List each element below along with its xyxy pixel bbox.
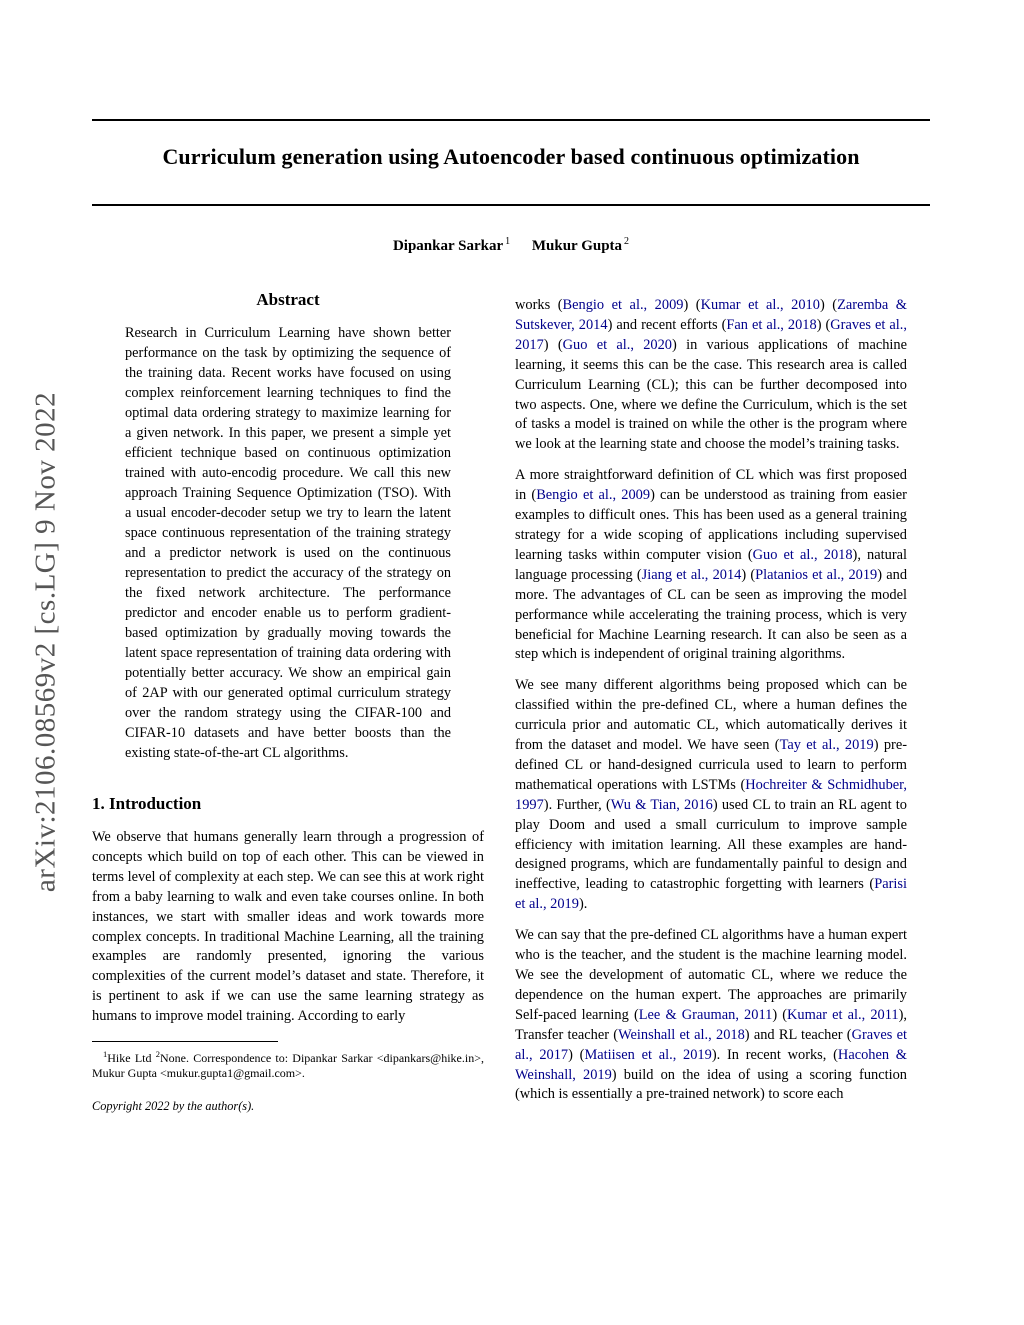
paragraph: We see many different algorithms being proposed which can be classified within the pre-defined CL, where a human defines the curricula prior and automatic CL, which automatically derives it from the dataset and model. We have seen (Tay et al., 2019) pre-defined CL or hand-designed curricula used to learn to perform mathematical operations with LSTMs (Hochreiter & Schmidhuber, 1997). Further, (Wu & Tian, 2016) used CL to train an RL agent to play Doom and used a small curriculum to improve sample efficiency with imitation learning. All these examples are hand-designed programs, which are fundamentally painful to design and ineffective, leading to catastrophic forgetting with learners (Parisi et al., 2019).: [515, 677, 907, 913]
citation-link[interactable]: Matiisen et al., 2019: [584, 1046, 712, 1063]
footnote-rule: [92, 1041, 278, 1042]
citation-link[interactable]: Platanios et al., 2019: [755, 566, 878, 583]
author-affiliation-mark: 2: [624, 236, 630, 247]
citation-link[interactable]: Bengio et al., 2009: [536, 487, 651, 504]
citation-link[interactable]: Hacohen & Weinshall, 2019: [515, 1046, 908, 1083]
citation-link[interactable]: Kumar et al., 2010: [700, 297, 820, 313]
citation-link[interactable]: Zaremba & Sutskever, 2014: [515, 297, 907, 333]
paragraph: works (Bengio et al., 2009) (Kumar et al., 2010) (Zaremba & Sutskever, 2014) and recent efforts (Fan et al., 2018) (Graves et al., 2017) (Guo et al., 2020) in various applications of machine learning, it seems this can be the case. This research area is called Curriculum Learning (CL); this can be further decomposed into two aspects. One, where we define the Curriculum, which is the set of tasks a model is trained on while the other is the program where we look at the learning state and choose the model’s training tasks.: [515, 297, 907, 453]
abstract-text: Research in Curriculum Learning have shown better performance on the task by optimizing the sequence of the training data. Recent works have focused on using complex reinforcement learning techniques to find the optimal data ordering strategy to maximize learning for a given network. In this paper, we present a simple yet efficient technique based on continuous optimization trained with auto-encodig procedure. We call this new approach Training Sequence Optimization (TSO). With a usual encoder-decoder setup we try to learn the latent space continuous representation of the training strategy and a predictor network is used on the continuous representation to predict the accuracy of the strategy on the fixed network architecture. The performance predictor and encoder enable us to perform gradient-based optimization by gradually moving towards the latent space representation of training data ordering with potentially better accuracy. We show an empirical gain of 2AP with our generated optimal curriculum strategy over the random strategy using the CIFAR-100 and CIFAR-10 datasets and have better boosts than the existing state-of-the-art CL algorithms.: [125, 325, 451, 761]
citation-link[interactable]: Tay et al., 2019: [779, 737, 874, 754]
citation-link[interactable]: Jiang et al., 2014: [641, 566, 742, 583]
paragraph: We can say that the pre-defined CL algorithms have a human expert who is the teacher, and the student is the machine learning model. We see the development of automatic CL, where we reduce the dependence on the human expert. The approaches are primarily Self-paced learning (Lee & Grauman, 2011) (Kumar et al., 2011), Transfer teacher (Weinshall et al., 2018) and RL teacher (Graves et al., 2017) (Matiisen et al., 2019). In recent works, (Hacohen & Weinshall, 2019) build on the idea of using a scoring function (which is essentially a pre-trained network) to score each: [515, 927, 908, 1103]
citation-link[interactable]: Graves et al., 2017: [515, 316, 907, 353]
citation-link[interactable]: Guo et al., 2018: [752, 546, 853, 563]
citation-link[interactable]: Kumar et al., 2011: [787, 1006, 899, 1023]
author-name: Mukur Gupta: [531, 238, 623, 254]
copyright-notice: Copyright 2022 by the author(s).: [92, 1098, 255, 1113]
citation-link[interactable]: Hochreiter & Schmidhuber, 1997: [515, 776, 907, 813]
author-mukur-gupta: [532, 238, 629, 254]
citation-link[interactable]: Wu & Tian, 2016: [610, 796, 713, 813]
paper-title: Curriculum generation using Autoencoder based continuous optimization: [162, 144, 860, 169]
introduction-text: We observe that humans generally learn through a progression of concepts which build on top of each other. This can be viewed in terms level of complexity at each step. We can see this at work right from a baby learning to walk and even take courses online. In both instances, we start with smaller ideas and work towards more complex concepts. In traditional Machine Learning, all the training examples are randomly presented, ignoring the various complexities of the current model’s dataset and state. Therefore, it is pertinent to ask if we can use the same learning strategy as humans to improve model training. According to early: [92, 829, 484, 1025]
citation-link[interactable]: Guo et al., 2020: [562, 336, 672, 353]
citation-link[interactable]: Graves et al., 2017: [515, 1026, 907, 1063]
author-dipankar-sarkar: [393, 238, 510, 254]
title-rule: [92, 204, 930, 206]
author-name: Dipankar Sarkar: [392, 238, 504, 254]
section-heading-introduction: 1. Introduction: [92, 794, 202, 813]
right-column: [515, 296, 907, 1116]
abstract-heading: Abstract: [256, 290, 320, 309]
footnote-mark-2: 2: [155, 1049, 160, 1060]
paragraph: A more straightforward definition of CL which was first proposed in (Bengio et al., 2009) can be understood as training from easier examples to difficult ones. This has been used as a general training strategy for a wide scoping of applications including supervised learning tasks within computer vision (Guo et al., 2018), natural language processing (Jiang et al., 2014) (Platanios et al., 2019) and more. The advantages of CL can be seen as improving the model performance while accelerating the training process, which is very beneficial for Machine Learning research. It can also be seen as a step which is independent of original training algorithms.: [515, 467, 908, 663]
footnote-affiliation-1: Hike Ltd: [107, 1051, 156, 1066]
footnote-correspondence: None. Correspondence to: Dipankar Sarkar <dipankars@hike.in>, Mukur Gupta <mukur.gupta1@gmail.com>.: [92, 1051, 484, 1081]
arxiv-watermark: arXiv:2106.08569v2 [cs.LG] 9 Nov 2022: [29, 391, 62, 893]
top-rule: [92, 119, 930, 121]
citation-link[interactable]: Parisi et al., 2019: [515, 876, 907, 913]
left-column: [92, 290, 484, 1114]
footnote: [92, 1047, 484, 1082]
author-affiliation-mark: 1: [505, 236, 511, 247]
author-line: [92, 236, 930, 255]
footnote-mark-1: 1: [103, 1049, 108, 1060]
citation-link[interactable]: Lee & Grauman, 2011: [638, 1006, 773, 1023]
citation-link[interactable]: Fan et al., 2018: [726, 316, 817, 333]
citation-link[interactable]: Weinshall et al., 2018: [618, 1026, 745, 1043]
citation-link[interactable]: Bengio et al., 2009: [562, 297, 684, 313]
